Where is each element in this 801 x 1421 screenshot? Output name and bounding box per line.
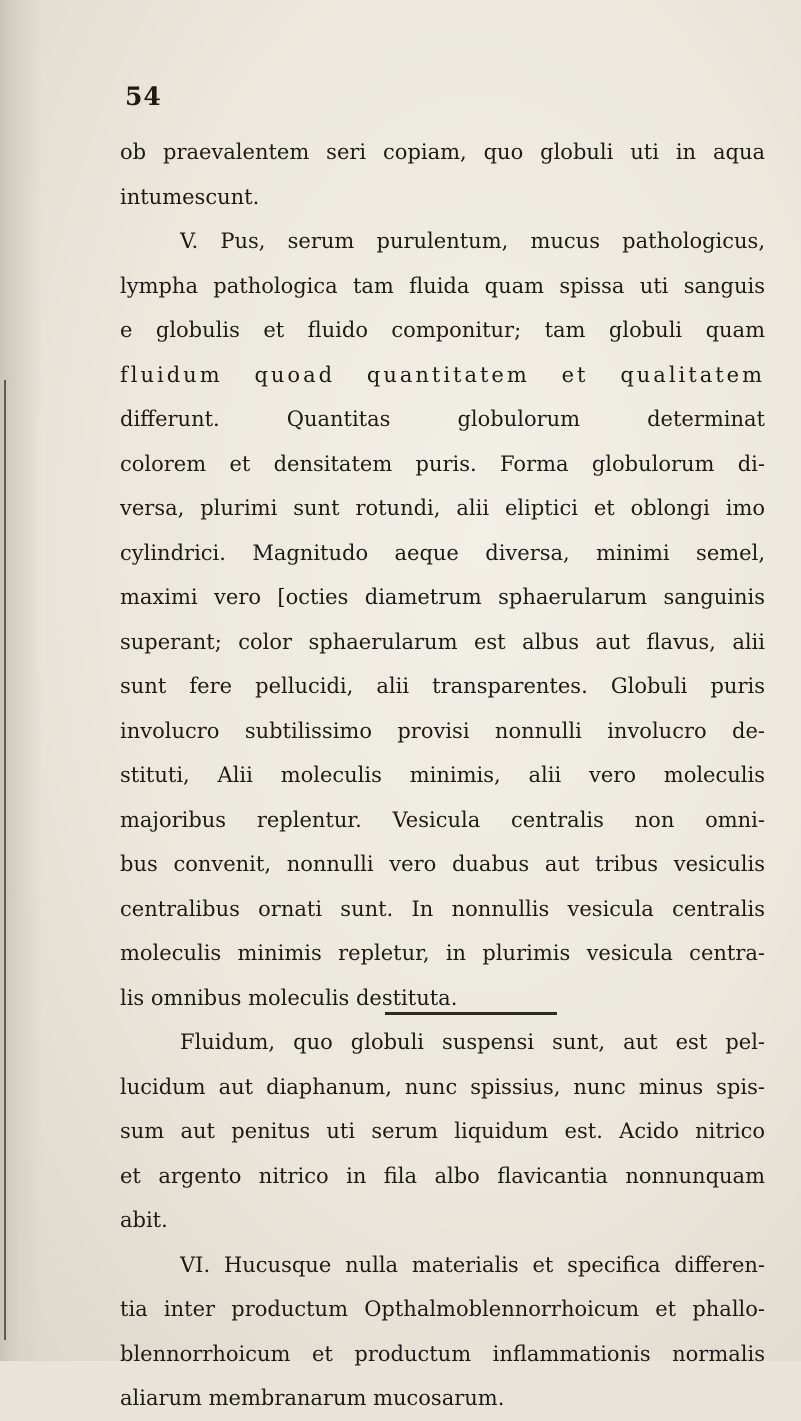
text-line: aliarum membranarum mucosarum. (120, 1386, 505, 1410)
text-line: differunt. Quantitas globulorum determinat (120, 407, 765, 431)
text-line: majoribus replentur. Vesicula centralis non omni- (120, 807, 765, 832)
text-line: fluidum quoad quantitatem et qualitatem (120, 362, 765, 387)
binding-shadow (0, 0, 42, 1361)
text-line: involucro subtilissimo provisi nonnulli involucro de- (120, 718, 765, 743)
text-line: centralibus ornati sunt. In nonnullis vesicula centralis (120, 896, 765, 921)
text-line: sunt fere pellucidi, alii transparentes. Globuli puris (120, 674, 765, 698)
text-line: lis omnibus moleculis destituta. (120, 985, 458, 1010)
text-line: et argento nitrico in fila albo flavicantia nonnunquam (120, 1163, 765, 1188)
text-line: superant; color sphaerularum est albus aut flavus, alii (120, 629, 765, 654)
text-line: versa, plurimi sunt rotundi, alii eliptici et oblongi imo (120, 496, 765, 520)
fluidum-paragraph-line: Fluidum, quo globuli suspensi sunt, aut est pel- (180, 1030, 765, 1054)
text-line: stituti, Alii moleculis minimis, alii vero moleculis (120, 763, 765, 787)
text-line: lucidum aut diaphanum, nunc spissius, nunc minus spis- (120, 1074, 765, 1099)
text-line: maximi vero [octies diametrum sphaerularum sanguinis (120, 585, 765, 609)
text-line: lympha pathologica tam fluida quam spissa uti sanguis (120, 273, 765, 298)
text-line: blennorrhoicum et productum inflammationis normalis (120, 1341, 765, 1366)
text-line: cylindrici. Magnitudo aeque diversa, minimi semel, (120, 540, 765, 565)
text-line: colorem et densitatem puris. Forma globulorum di- (120, 451, 765, 476)
section-vi-heading-line: VI. Hucusque nulla materialis et specifica differen- (180, 1252, 765, 1277)
body-text (120, 130, 765, 1421)
page-number: 54 (125, 82, 162, 111)
section-v-heading-line: V. Pus, serum purulentum, mucus pathologicus, (180, 229, 765, 253)
text-line: moleculis minimis repletur, in plurimis vesicula centra- (120, 941, 765, 965)
text-line: tia inter productum Opthalmoblennorrhoicum et phallo- (120, 1297, 765, 1321)
text-line: ob praevalentem seri copiam, quo globuli uti in aqua (120, 140, 765, 164)
text-line: abit. (120, 1208, 168, 1232)
text-line: sum aut penitus uti serum liquidum est. Acido nitrico (120, 1119, 765, 1143)
text-line: intumescunt. (120, 184, 260, 209)
text-line: bus convenit, nonnulli vero duabus aut tribus vesiculis (120, 852, 765, 876)
text-line: e globulis et fluido componitur; tam globuli quam (120, 318, 765, 342)
binding-edge (4, 380, 6, 1340)
section-divider-rule (385, 1012, 557, 1015)
